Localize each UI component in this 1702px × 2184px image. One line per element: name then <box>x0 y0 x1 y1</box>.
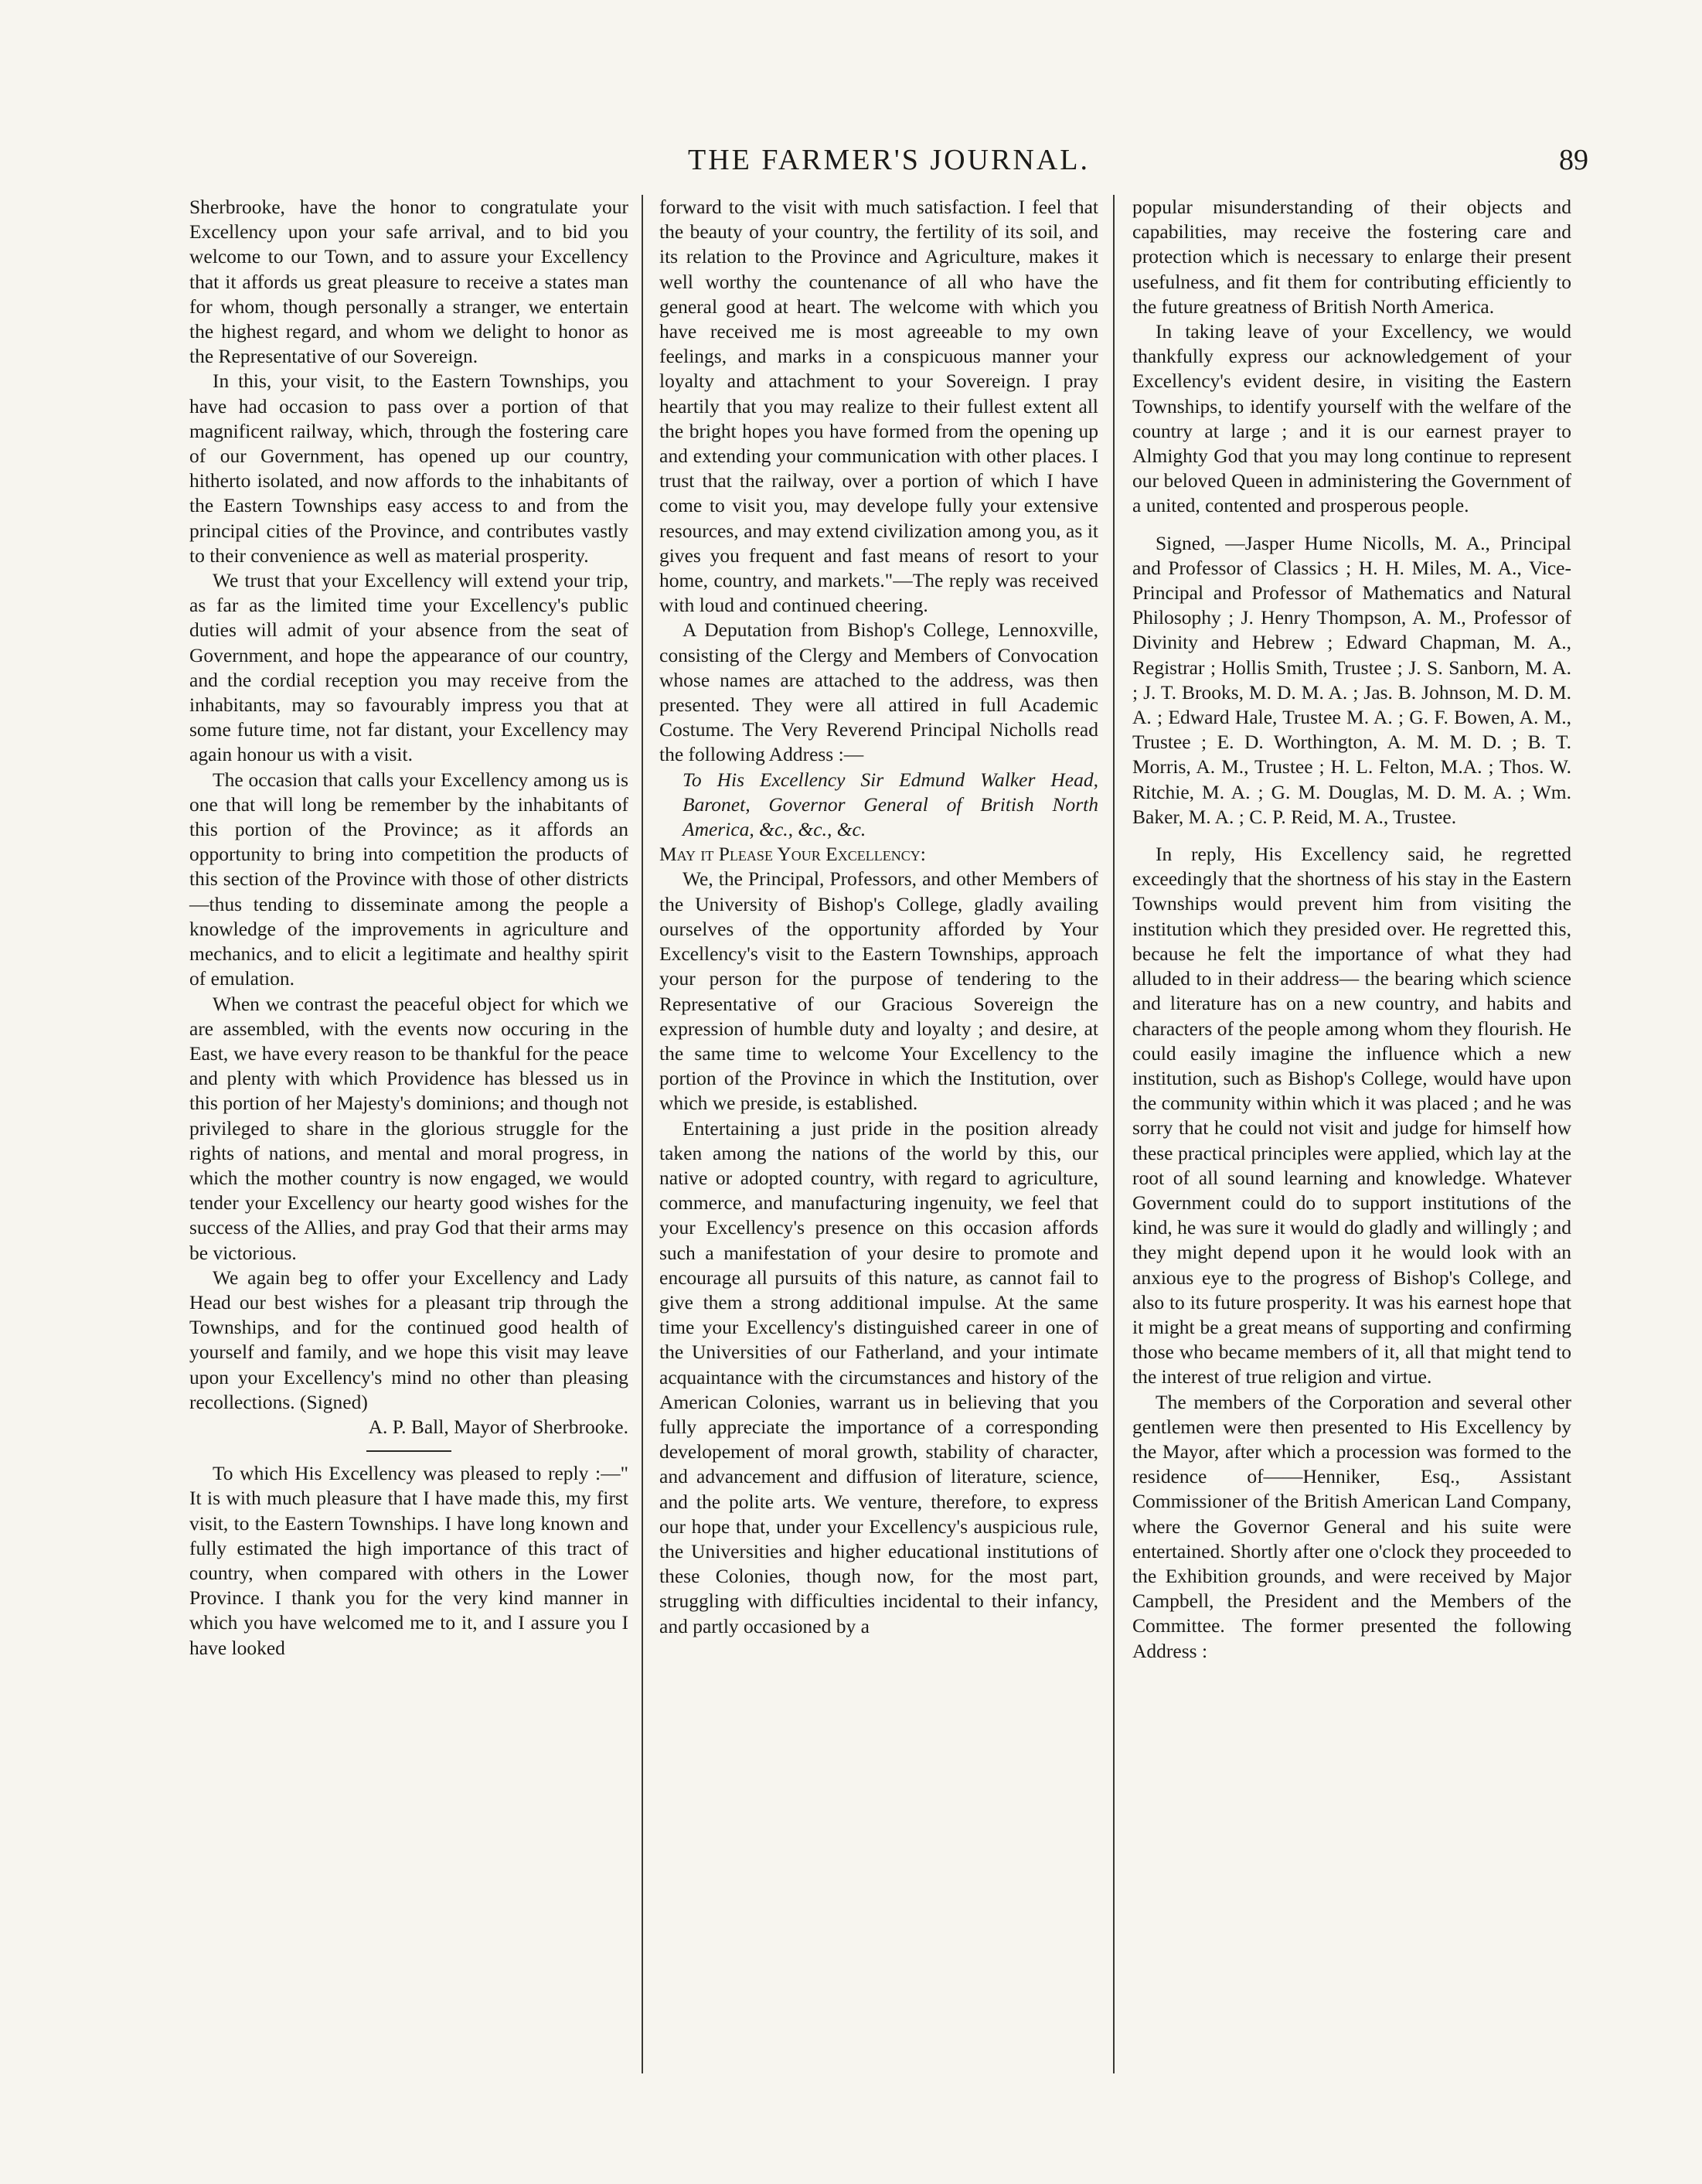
address-opening: May it Please Your Excellency: <box>659 843 926 866</box>
section-separator <box>366 1450 451 1452</box>
paragraph: We, the Principal, Professors, and other Members of the University of Bishop's College, gladly availing ourselves of the opportunity afforded by Your Excellency's visit to the Eastern Townships, approach your person for the purpose of tendering to the Representative of our Gracious Sovereign the expression of humble duty and loyalty ; and desire, at the same time to welcome Your Excellency to the portion of the Province in which the Institution, over which we preside, is established. <box>659 867 1098 1115</box>
page-number: 89 <box>1559 144 1588 176</box>
paragraph: The members of the Corporation and several other gentlemen were then presented to His Excellency by the Mayor, after which a procession was formed to the residence of——Henniker, Esq., Assistant Commissioner of the British American Land Company, where the Governor General and his suite were entertained. Shortly after one o'clock they proceeded to the Exhibition grounds, and were received by Major Campbell, the President and the Members of the Committee. The former presented the following Address : <box>1132 1390 1571 1662</box>
column-divider <box>1113 195 1115 2073</box>
column-3 <box>1132 195 1571 1664</box>
paragraph: forward to the visit with much satisfaction. I feel that the beauty of your country, the fertility of its soil, and its relation to the Province and Agriculture, makes it well worthy the countenance of all who have the general good at heart. The welcome with which you have received me is most agreeable to my own feelings, and marks in a conspicuous manner your loyalty and attachment to your Sovereign. I pray heartily that you may realize to their fullest extent all the bright hopes you have formed from the opening up and extending your communication with other places. I trust that the railway, over a portion of which I have come to visit you, may develope fully your extensive resources, and may extend civilization among you, as it gives you frequent and fast means of resort to your home, country, and markets."—The reply was received with loud and continued cheering. <box>659 196 1098 617</box>
page-header <box>189 143 1588 182</box>
paragraph: We trust that your Excellency will extend your trip, as far as the limited time your Excellency's public duties will admit of your absence from the seat of Government, and hope the appearance of our country, and the cordial reception you may receive from the inhabitants, may so favourably impress you that at some future time, not far distant, your Excellency may again honour us with a visit. <box>189 569 628 766</box>
column-1 <box>189 195 628 1661</box>
paragraph: Entertaining a just pride in the position already taken among the nations of the world by this, our native or adopted country, with regard to agriculture, commerce, and manufacturing ingenuity, we feel that your Excellency's presence on this occasion affords such a manifestation of your desire to promote and encourage all pursuits of this nature, as cannot fail to give them a strong additional impulse. At the same time your Excellency's distinguished career in one of the Universities of our Fatherland, and your intimate acquaintance with the circumstances and history of the American Colonies, warrant us in believing that you fully appreciate the importance of a corresponding developement of moral growth, stability of character, and advancement and diffusion of literature, science, and the polite arts. We venture, therefore, to express our hope that, under your Excellency's auspicious rule, the Universities and higher educational institutions of these Colonies, though now, for the most part, struggling with difficulties incidental to their infancy, and partly occasioned by a <box>659 1116 1098 1637</box>
paragraph: In taking leave of your Excellency, we would thankfully express our acknowledgement of your Excellency's evident desire, in visiting the Eastern Townships, to identify yourself with the welfare of the country at large ; and it is our earnest prayer to Almighty God that you may long continue to represent our beloved Queen in administering the Government of a united, contented and prosperous people. <box>1132 320 1571 517</box>
journal-title: THE FARMER'S JOURNAL. <box>688 144 1090 176</box>
paragraph: Sherbrooke, have the honor to congratulate your Excellency upon your safe arrival, and to bid you welcome to our Town, and to assure your Excellency that it affords us great pleasure to receive a states man for whom, though personally a stranger, we entertain the highest regard, and whom we delight to honor as the Representative of our Sovereign. <box>189 196 628 368</box>
paragraph: A Deputation from Bishop's College, Lennoxville, consisting of the Clergy and Members of Convocation whose names are attached to the address, was then presented. They were all attired in full Academic Costume. The Very Reverend Principal Nicholls read the following Address :— <box>659 618 1098 766</box>
mayor-signature: A. P. Ball, Mayor of Sherbrooke. <box>368 1415 628 1438</box>
column-2 <box>659 195 1098 1639</box>
paragraph: When we contrast the peaceful object for which we are assembled, with the events now occuring in the East, we have every reason to be thankful for the peace and plenty with which Providence has blessed us in this portion of her Majesty's dominions; and though not privileged to share in the glorious struggle for the rights of nations, and mental and moral progress, in which the mother country is now engaged, we would tender your Excellency our hearty good wishes for the success of the Allies, and pray God that their arms may be victorious. <box>189 992 628 1264</box>
paragraph: To which His Excellency was pleased to reply :—" It is with much pleasure that I have made this, my first visit, to the Eastern Townships. I have long known and fully estimated the high importance of this tract of country, when compared with others in the Lower Province. I thank you for the very kind manner in which you have welcomed me to it, and I assure you I have looked <box>189 1462 628 1659</box>
column-divider <box>642 195 643 2073</box>
signatories: Signed, —Jasper Hume Nicolls, M. A., Principal and Professor of Classics ; H. H. Miles, M. A., Vice-Principal and Professor of Mathematics and Natural Philosophy ; J. Henry Thompson, A. M., Professor of Divinity and Hebrew ; Edward Chapman, M. A., Registrar ; Hollis Smith, Trustee ; J. S. Sanborn, M. A. ; J. T. Brooks, M. D. M. A. ; Jas. B. Johnson, M. D. M. A. ; Edward Hale, Trustee M. A. ; G. F. Bowen, A. M., Trustee ; E. D. Worthington, A. M. M. D. ; B. T. Morris, A. M., Trustee ; H. L. Felton, M.A. ; Thos. W. Ritchie, M. A. ; G. M. Douglas, M. D. M. A. ; Wm. Baker, M. A. ; C. P. Reid, M. A., Trustee. <box>1132 531 1571 828</box>
paragraph: We again beg to offer your Excellency and Lady Head our best wishes for a pleasant trip through the Townships, and for the continued good health of yourself and family, and we hope this visit may leave upon your Excellency's mind no other than pleasing recollections. (Signed) <box>189 1266 628 1413</box>
address-salutation: To His Excellency Sir Edmund Walker Head, Baronet, Governor General of British North America, &c., &c., &c. <box>683 768 1098 841</box>
paragraph: The occasion that calls your Excellency among us is one that will long be remember by the inhabitants of this portion of the Province; as it affords an opportunity to bring into competition the products of this section of the Province with those of other districts—thus tending to disseminate among the people a knowledge of the improvements in agriculture and mechanics, and to elicit a legitimate and healthy spirit of emulation. <box>189 768 628 990</box>
paragraph: In this, your visit, to the Eastern Townships, you have had occasion to pass over a portion of that magnificent railway, which, through the fostering care of our Government, has opened up our country, hitherto isolated, and now affords to the inhabitants of the Eastern Townships easy access to and from the principal cities of the Province, and contributes vastly to their convenience as well as material prosperity. <box>189 370 628 567</box>
paragraph: popular misunderstanding of their objects and capabilities, may receive the fostering care and protection which is necessary to enlarge their present usefulness, and fit them for contributing efficiently to the future greatness of British North America. <box>1132 196 1571 318</box>
paragraph: In reply, His Excellency said, he regretted exceedingly that the shortness of his stay in the Eastern Townships would prevent him from visiting the institution which they presided over. He regretted this, because he felt the importance of what they had alluded to in their address— the bearing which science and literature has on a new country, and habits and characters of the people among whom they flourish. He could easily imagine the influence which a new institution, such as Bishop's College, would have upon the community within which it was placed ; and he was sorry that he could not visit and judge for himself how these practical principles were applied, which lay at the root of all sound learning and knowledge. Whatever Government could do to support institutions of the kind, he was sure it would do gladly and willingly ; and they might depend upon it he would look with an anxious eye to the progress of Bishop's College, and also to its future prosperity. It was his earnest hope that it might be a great means of supporting and confirming those who became members of it, all that might tend to the interest of true religion and virtue. <box>1132 843 1572 1388</box>
